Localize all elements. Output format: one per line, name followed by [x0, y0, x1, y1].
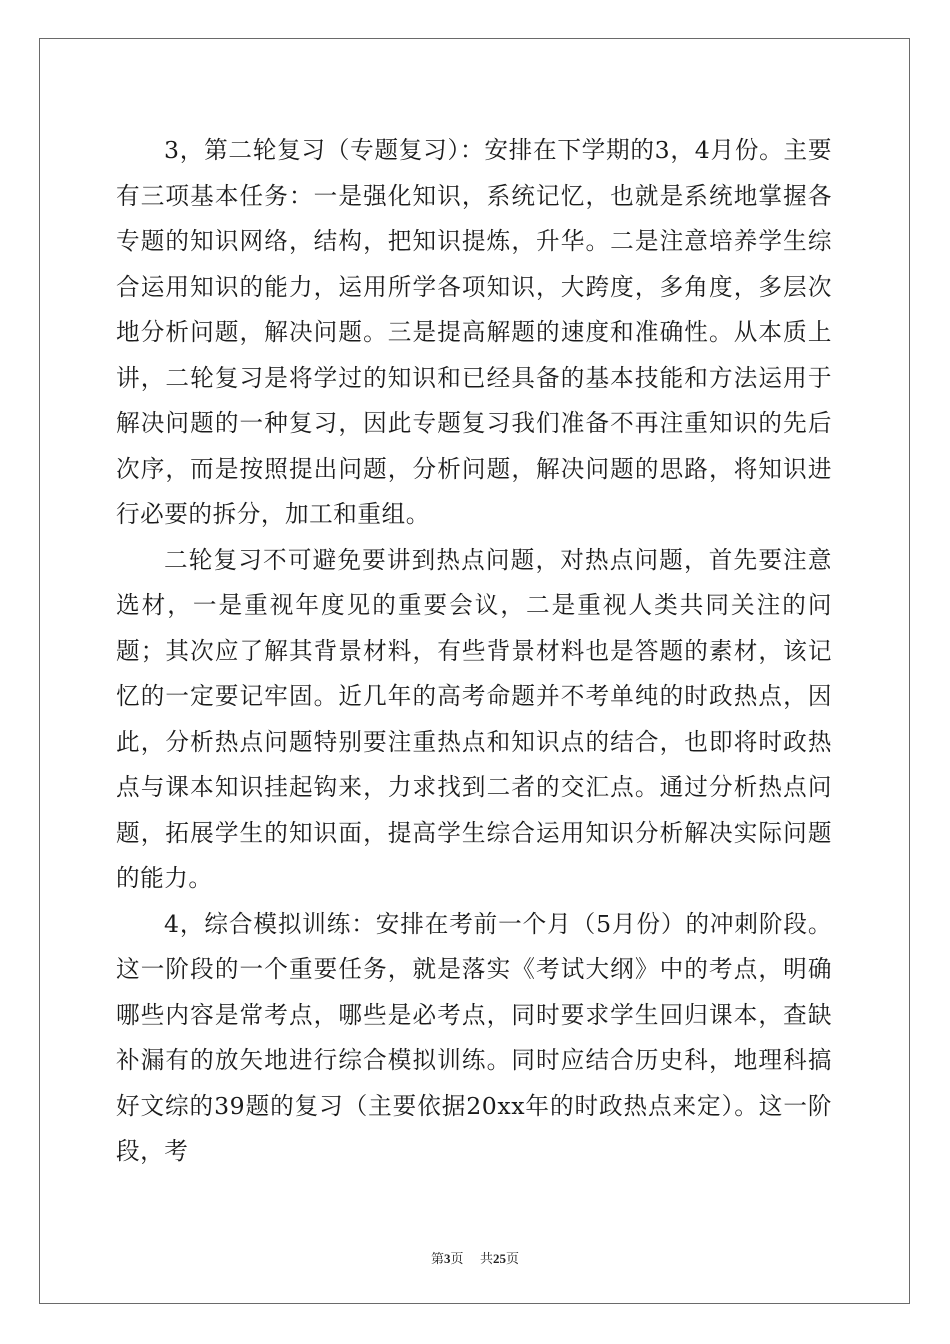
paragraph-mock-training: 4，综合模拟训练：安排在考前一个月（5月份）的冲刺阶段。这一阶段的一个重要任务，就是落实《考试大纲》中的考点，明确哪些内容是常考点，哪些是必考点，同时要求学生回归课本，查缺补漏有的放矢地进行综合模拟训练。同时应结合历史科，地理科搞好文综的39题的复习（主要依据20xx年的时政热点来定）。这一阶段，考	[116, 909, 832, 1165]
total-label-suffix: 页	[506, 1252, 520, 1267]
document-body	[116, 128, 832, 1175]
page-label-suffix: 页	[450, 1252, 464, 1267]
total-label-prefix: 共	[480, 1252, 494, 1267]
page-footer	[0, 1248, 950, 1267]
paragraph-hot-topics: 二轮复习不可避免要讲到热点问题，对热点问题，首先要注意选材，一是重视年度见的重要会议，二是重视人类共同关注的问题；其次应了解其背景材料，有些背景材料也是答题的素材，该记忆的一定要记牢固。近几年的高考命题并不考单纯的时政热点，因此，分析热点问题特别要注重热点和知识点的结合，也即将时政热点与课本知识挂起钩来，力求找到二者的交汇点。通过分析热点问题，拓展学生的知识面，提高学生综合运用知识分析解决实际问题的能力。	[116, 545, 832, 892]
paragraph-review-round-two: 3，第二轮复习（专题复习）：安排在下学期的3，4月份。主要有三项基本任务：一是强化知识，系统记忆，也就是系统地掌握各专题的知识网络，结构，把知识提炼，升华。二是注意培养学生综合运用知识的能力，运用所学各项知识，大跨度，多角度，多层次地分析问题，解决问题。三是提高解题的速度和准确性。从本质上讲，二轮复习是将学过的知识和已经具备的基本技能和方法运用于解决问题的一种复习，因此专题复习我们准备不再注重知识的先后次序，而是按照提出问题，分析问题，解决问题的思路，将知识进行必要的拆分，加工和重组。	[116, 136, 832, 528]
page-label-prefix: 第	[430, 1252, 444, 1267]
total-page-number: 25	[493, 1251, 507, 1266]
current-page-number: 3	[443, 1251, 451, 1266]
